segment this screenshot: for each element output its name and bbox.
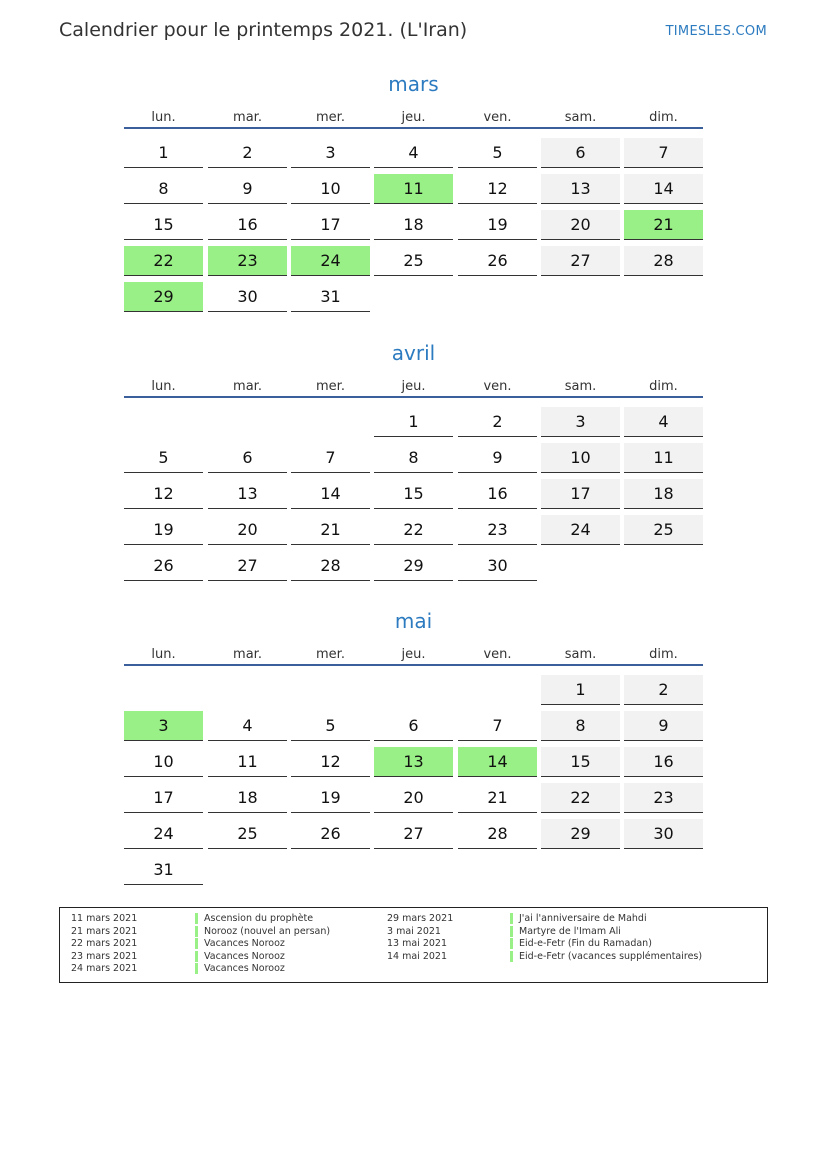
day-cell: 13 [541,174,620,204]
day-cell: 5 [458,138,537,168]
day-cell: 2 [624,675,703,705]
header-rule [124,127,703,129]
holiday-day-cell: 21 [624,210,703,240]
legend-date: 23 mars 2021 [71,950,138,962]
weekday-label: mar. [233,647,262,662]
weekday-label: ven. [483,379,512,394]
day-cell: 4 [624,407,703,437]
day-cell: 15 [541,747,620,777]
site-link[interactable]: TIMESLES.COM [665,24,767,39]
legend-holiday-name: Martyre de l'Imam Ali [510,926,621,937]
day-cell: 16 [624,747,703,777]
day-cell: 24 [124,819,203,849]
weekday-label: ven. [483,110,512,125]
weekday-label: jeu. [401,110,426,125]
day-cell: 22 [374,515,453,545]
legend-date: 13 mai 2021 [387,938,448,950]
legend-holiday-name: Eid-e-Fetr (Fin du Ramadan) [510,938,652,949]
day-cell: 8 [541,711,620,741]
holiday-day-cell: 14 [458,747,537,777]
day-cell: 7 [624,138,703,168]
day-cell: 16 [458,479,537,509]
legend-date: 22 mars 2021 [71,938,138,950]
legend-date: 29 mars 2021 [387,913,454,924]
day-cell: 1 [541,675,620,705]
day-cell: 26 [458,246,537,276]
day-cell: 24 [541,515,620,545]
day-cell: 25 [624,515,703,545]
weekday-label: lun. [151,647,176,662]
day-cell: 19 [291,783,370,813]
day-cell: 15 [374,479,453,509]
holiday-day-cell: 22 [124,246,203,276]
day-cell: 30 [624,819,703,849]
day-cell: 8 [124,174,203,204]
holiday-day-cell: 29 [124,282,203,312]
day-cell: 7 [458,711,537,741]
day-cell: 28 [291,551,370,581]
day-cell: 7 [291,443,370,473]
weekday-label: lun. [151,379,176,394]
holiday-legend [59,907,768,983]
weekday-label: mar. [233,379,262,394]
weekday-label: mar. [233,110,262,125]
weekday-label: dim. [649,647,678,662]
day-cell: 25 [208,819,287,849]
day-cell: 13 [208,479,287,509]
day-cell: 5 [291,711,370,741]
day-cell: 6 [208,443,287,473]
day-cell: 14 [291,479,370,509]
day-cell: 6 [541,138,620,168]
day-cell: 25 [374,246,453,276]
legend-holiday-name: Ascension du prophète [195,913,313,924]
header-rule [124,396,703,398]
holiday-day-cell: 3 [124,711,203,741]
day-cell: 11 [208,747,287,777]
legend-date: 14 mai 2021 [387,950,448,962]
day-cell: 19 [124,515,203,545]
weekday-label: jeu. [401,379,426,394]
day-cell: 1 [374,407,453,437]
day-cell: 3 [541,407,620,437]
weekday-label: mer. [316,379,345,394]
day-cell: 23 [624,783,703,813]
day-cell: 9 [208,174,287,204]
day-cell: 17 [541,479,620,509]
day-cell: 10 [541,443,620,473]
day-cell: 17 [291,210,370,240]
day-cell: 2 [208,138,287,168]
weekday-label: ven. [483,647,512,662]
legend-holiday-name: Vacances Norooz [195,963,285,974]
weekday-label: sam. [564,647,597,662]
day-cell: 19 [458,210,537,240]
day-cell: 10 [291,174,370,204]
day-cell: 18 [374,210,453,240]
month-title: mai [394,609,433,633]
weekday-label: mer. [316,110,345,125]
day-cell: 18 [208,783,287,813]
legend-holiday-name: Vacances Norooz [195,951,285,962]
holiday-day-cell: 11 [374,174,453,204]
holiday-day-cell: 23 [208,246,287,276]
day-cell: 26 [291,819,370,849]
day-cell: 5 [124,443,203,473]
day-cell: 29 [374,551,453,581]
day-cell: 28 [458,819,537,849]
weekday-label: dim. [649,110,678,125]
day-cell: 27 [208,551,287,581]
legend-holiday-name: J'ai l'anniversaire de Mahdi [510,913,647,924]
day-cell: 8 [374,443,453,473]
weekday-label: mer. [316,647,345,662]
legend-date: 24 mars 2021 [71,963,138,975]
legend-holiday-name: Vacances Norooz [195,938,285,949]
day-cell: 4 [374,138,453,168]
day-cell: 2 [458,407,537,437]
day-cell: 3 [291,138,370,168]
day-cell: 12 [124,479,203,509]
legend-date: 3 mai 2021 [387,925,441,937]
day-cell: 9 [458,443,537,473]
day-cell: 12 [458,174,537,204]
day-cell: 31 [124,855,203,885]
day-cell: 26 [124,551,203,581]
day-cell: 21 [291,515,370,545]
weekday-label: jeu. [401,647,426,662]
day-cell: 14 [624,174,703,204]
legend-date: 21 mars 2021 [71,925,138,937]
day-cell: 21 [458,783,537,813]
month-title: avril [391,341,436,365]
day-cell: 18 [624,479,703,509]
day-cell: 29 [541,819,620,849]
day-cell: 28 [624,246,703,276]
day-cell: 22 [541,783,620,813]
day-cell: 27 [374,819,453,849]
day-cell: 17 [124,783,203,813]
header-rule [124,664,703,666]
day-cell: 23 [458,515,537,545]
day-cell: 20 [374,783,453,813]
page-title: Calendrier pour le printemps 2021. (L'Iran) [59,19,468,41]
day-cell: 30 [208,282,287,312]
day-cell: 9 [624,711,703,741]
day-cell: 15 [124,210,203,240]
month-title: mars [388,72,439,96]
weekday-label: dim. [649,379,678,394]
day-cell: 4 [208,711,287,741]
day-cell: 12 [291,747,370,777]
legend-holiday-name: Norooz (nouvel an persan) [195,926,330,937]
legend-date: 11 mars 2021 [71,913,138,924]
holiday-day-cell: 13 [374,747,453,777]
weekday-label: lun. [151,110,176,125]
day-cell: 1 [124,138,203,168]
day-cell: 6 [374,711,453,741]
holiday-day-cell: 24 [291,246,370,276]
day-cell: 31 [291,282,370,312]
weekday-label: sam. [564,379,597,394]
day-cell: 10 [124,747,203,777]
legend-holiday-name: Eid-e-Fetr (vacances supplémentaires) [510,951,702,962]
weekday-label: sam. [564,110,597,125]
day-cell: 30 [458,551,537,581]
day-cell: 20 [541,210,620,240]
day-cell: 20 [208,515,287,545]
day-cell: 27 [541,246,620,276]
day-cell: 11 [624,443,703,473]
day-cell: 16 [208,210,287,240]
